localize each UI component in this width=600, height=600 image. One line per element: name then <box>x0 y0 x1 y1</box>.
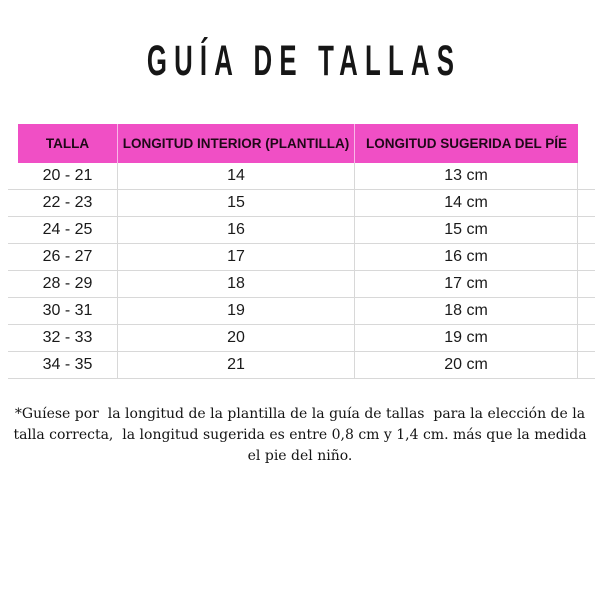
table-row <box>8 244 595 271</box>
table-cell: 15 <box>118 190 355 216</box>
table-row <box>8 163 595 190</box>
table-cell: 17 cm <box>355 271 578 297</box>
table-row <box>8 352 595 379</box>
footnote-line: el pie del niño. <box>247 448 353 464</box>
table-cell: 32 - 33 <box>18 325 118 351</box>
table-cell: 34 - 35 <box>18 352 118 378</box>
table-cell: 16 cm <box>355 244 578 270</box>
page-title: GUÍA DE TALLAS <box>146 37 462 85</box>
header-cell-longitud-interior: LONGITUD INTERIOR (PLANTILLA) <box>118 124 355 163</box>
table-cell: 14 <box>118 163 355 189</box>
table-cell: 14 cm <box>355 190 578 216</box>
table-cell: 28 - 29 <box>18 271 118 297</box>
table-row <box>8 325 595 352</box>
table-row <box>8 190 595 217</box>
table-cell: 26 - 27 <box>18 244 118 270</box>
header-cell-talla: TALLA <box>18 124 118 163</box>
table-cell: 16 <box>118 217 355 243</box>
table-cell: 18 cm <box>355 298 578 324</box>
table-body <box>8 163 595 379</box>
table-cell: 18 <box>118 271 355 297</box>
table-cell: 24 - 25 <box>18 217 118 243</box>
table-row <box>8 217 595 244</box>
table-cell: 13 cm <box>355 163 578 189</box>
table-cell: 17 <box>118 244 355 270</box>
footnote <box>0 404 600 467</box>
table-cell: 22 - 23 <box>18 190 118 216</box>
table-cell: 30 - 31 <box>18 298 118 324</box>
table-cell: 20 - 21 <box>18 163 118 189</box>
table-cell: 15 cm <box>355 217 578 243</box>
table-cell: 20 <box>118 325 355 351</box>
footnote-line: *Guíese por la longitud de la plantilla de la guía de tallas para la elección de la <box>14 406 586 422</box>
table-header-row <box>18 124 578 163</box>
size-table <box>8 124 595 379</box>
footnote-line: talla correcta, la longitud sugerida es entre 0,8 cm y 1,4 cm. más que la medida <box>13 427 587 443</box>
table-row <box>8 298 595 325</box>
table-cell: 21 <box>118 352 355 378</box>
table-cell: 19 <box>118 298 355 324</box>
table-cell: 20 cm <box>355 352 578 378</box>
table-cell: 19 cm <box>355 325 578 351</box>
header-cell-longitud-sugerida: LONGITUD SUGERIDA DEL PÍE <box>365 136 568 151</box>
table-row <box>8 271 595 298</box>
